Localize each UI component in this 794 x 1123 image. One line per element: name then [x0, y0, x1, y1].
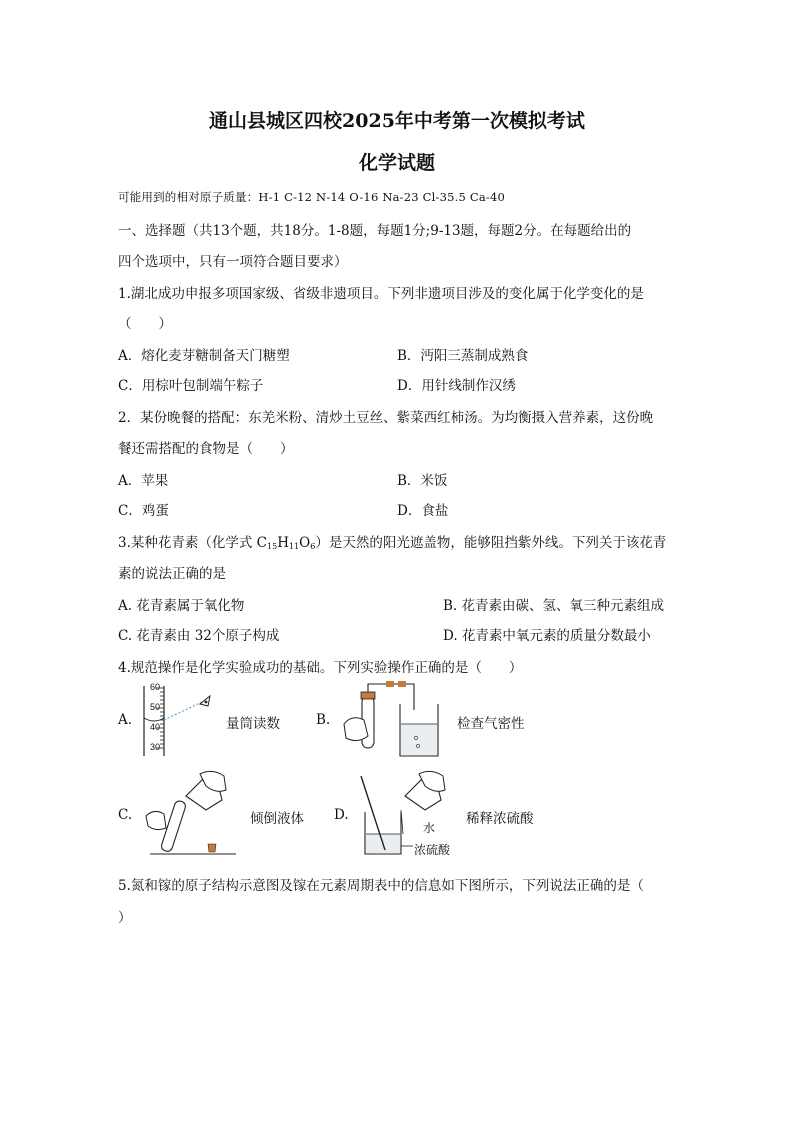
q1-option-c: C．用棕叶包制端午粽子 [118, 378, 264, 394]
q4-option-b-letter: B. [316, 712, 331, 728]
q3-option-d: D. 花青素中氧元素的质量分数最小 [443, 628, 651, 644]
cylinder-tick-30: 30 [150, 742, 161, 752]
q1-stem-line1: 1.湖北成功申报多项国家级、省级非遗项目。下列非遗项目涉及的变化属于化学变化的是 [118, 286, 644, 302]
q2-option-d: D．食盐 [397, 503, 449, 519]
q3-stem-line1: 3.某种花青素（化学式 $C_{15}H_{11}O_6$）是天然的阳光遮盖物，能够阻挡紫外线。下列关于该花青 [118, 535, 667, 551]
cylinder-tick-40: 40 [150, 722, 161, 732]
q4-option-c-letter: C. [118, 807, 133, 823]
atomic-masses: 可能用到的相对原子质量：H-1 C-12 N-14 O-16 Na-23 Cl-35.5 Ca-40 [118, 190, 506, 204]
q2-option-c: C．鸡蛋 [118, 503, 169, 519]
q2-option-a: A．苹果 [118, 473, 169, 489]
q3-option-c: C. 花青素由 32个原子构成 [118, 628, 280, 644]
exam-title: 通山县城区四校2025年中考第一次模拟考试 [209, 110, 585, 132]
airtightness-figure [338, 680, 448, 760]
q4-option-c-label: 倾倒液体 [250, 811, 304, 827]
graduated-cylinder-figure [134, 680, 224, 760]
cylinder-tick-50: 50 [150, 702, 161, 712]
q5-stem-line1: 5.氮和镓的原子结构示意图及镓在元素周期表中的信息如下图所示，下列说法正确的是（ [118, 878, 644, 894]
section-heading-line2: 四个选项中，只有一项符合题目要求） [118, 254, 348, 270]
q1-option-b: B．沔阳三蒸制成熟食 [397, 348, 529, 364]
q2-stem-line1: 2．某份晚餐的搭配：东羌米粉、清炒土豆丝、紫菜西红柿汤。为均衡摄入营养素，这份晚 [118, 410, 654, 426]
cylinder-tick-60: 60 [150, 682, 161, 692]
section-heading-line1: 一、选择题（共13个题，共18分。1-8题，每题1分;9-13题，每题2分。在每题给出的 [118, 223, 632, 239]
q1-stem-line2: （ ） [118, 316, 172, 332]
pouring-liquid-figure [140, 770, 240, 860]
q5-stem-line2: ） [118, 910, 132, 926]
q3-stem-line2: 素的说法正确的是 [118, 566, 226, 582]
q4-option-a-label: 量筒读数 [226, 716, 280, 732]
q2-option-b: B．米饭 [397, 473, 448, 489]
q1-option-a: A．熔化麦芽糖制备天门糖塑 [118, 348, 290, 364]
water-label: 水 [423, 821, 436, 835]
q4-option-b-label: 检查气密性 [457, 716, 525, 732]
q3-option-b: B. 花青素由碳、氢、氧三种元素组成 [443, 598, 665, 614]
q4-option-d-letter: D. [334, 807, 349, 823]
q4-option-a-letter: A. [118, 712, 133, 728]
q3-option-a: A. 花青素属于氧化物 [118, 598, 245, 614]
acid-label: 浓硫酸 [414, 843, 451, 857]
q2-stem-line2: 餐还需搭配的食物是（ ） [118, 441, 294, 457]
q1-option-d: D．用针线制作汉绣 [397, 378, 516, 394]
q4-stem: 4.规范操作是化学实验成功的基础。下列实验操作正确的是（ ） [118, 660, 523, 676]
q4-option-d-label: 稀释浓硫酸 [466, 811, 534, 827]
exam-subtitle: 化学试题 [358, 152, 435, 174]
